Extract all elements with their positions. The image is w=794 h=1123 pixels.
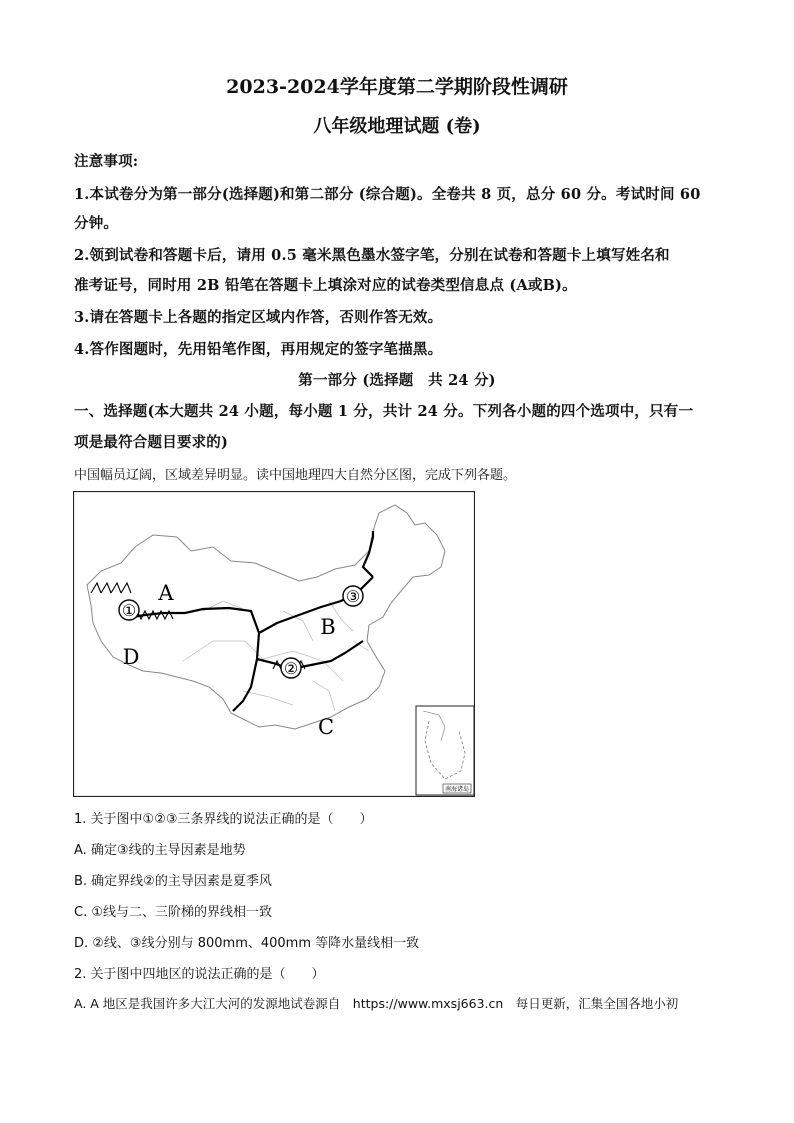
part-heading: 第一部分 (选择题 共 24 分) [298, 372, 496, 389]
line-3-label: ③ [345, 587, 361, 606]
note-item: 4.答作图题时，先用铅笔作图，再用规定的签字笔描黑。 [74, 341, 443, 358]
note-item: 准考证号，同时用 2B 铅笔在答题卡上填涂对应的试卷类型信息点 (A或B)。 [74, 277, 577, 294]
note-item: 3.请在答题卡上各题的指定区域内作答，否则作答无效。 [74, 309, 443, 326]
region-c-label: C [317, 715, 335, 739]
exam-subtitle: 八年级地理试题 (卷) [313, 116, 481, 137]
section-instruction: 项是最符合题目要求的) [74, 434, 229, 451]
china-regions-map [73, 491, 475, 797]
question-option: B. 确定界线②的主导因素是夏季风 [74, 874, 272, 889]
question-option: D. ②线、③线分别与 800mm、400mm 等降水量线相一致 [74, 936, 420, 951]
region-d-label: D [122, 645, 140, 669]
region-b-label: B [320, 615, 336, 639]
region-a-label: A [158, 581, 174, 605]
line-1-label: ① [121, 601, 137, 620]
notes-heading: 注意事项: [74, 153, 139, 170]
section-instruction: 一、选择题(本大题共 24 小题，每小题 1 分，共计 24 分。下列各小题的四个选项中，只有一 [74, 403, 694, 420]
note-item: 分钟。 [74, 215, 119, 232]
line-2-label: ② [283, 659, 299, 678]
question-stem: 2. 关于图中四地区的说法正确的是（ ） [74, 967, 325, 982]
note-item: 2.领到试卷和答题卡后，请用 0.5 毫米黑色墨水签字笔，分别在试卷和答题卡上填写姓名和 [74, 247, 670, 264]
question-option: A. 确定③线的主导因素是地势 [74, 843, 246, 858]
south-china-sea-inset [416, 706, 474, 795]
question-intro: 中国幅员辽阔，区域差异明显。读中国地理四大自然分区图，完成下列各题。 [74, 468, 517, 483]
note-item: 1.本试卷分为第一部分(选择题)和第二部分 (综合题)。全卷共 8 页，总分 60 分。考试时间 60 [74, 186, 701, 203]
question-option: C. ①线与二、三阶梯的界线相一致 [74, 905, 272, 920]
exam-title: 2023-2024学年度第二学期阶段性调研 [226, 76, 568, 98]
question-stem: 1. 关于图中①②③三条界线的说法正确的是（ ） [74, 812, 373, 827]
question-option: A. A 地区是我国许多大江大河的发源地试卷源自 https://www.mxsj663.cn 每日更新，汇集全国各地小初 [74, 996, 679, 1011]
inset-caption: 南海诸岛 [444, 786, 470, 793]
